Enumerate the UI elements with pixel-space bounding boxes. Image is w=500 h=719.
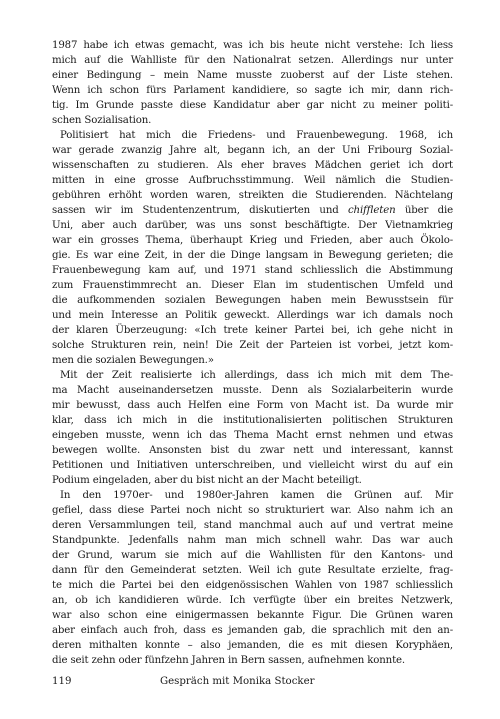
text-line: schen Sozialisation. bbox=[52, 115, 152, 126]
text-line: die seit zehn oder fünfzehn Jahren in Bern sassen, aufnehmen konnte. bbox=[52, 655, 405, 666]
text-line: an, ob ich kandidieren würde. Ich verfügte über ein breites Netzwerk, bbox=[52, 595, 453, 606]
text-line: deren Versammlungen teil, stand manchmal auch auf und vertrat meine bbox=[52, 520, 453, 531]
text-line: mir bewusst, dass auch Helfen eine Form von Macht ist. Da wurde mir bbox=[52, 400, 453, 411]
text-line: Politisiert hat mich die Friedens- und Frauenbewegung. 1968, ich bbox=[60, 130, 453, 141]
text-line: der Grund, warum sie mich auf die Wahllisten für den Kantons- und bbox=[52, 550, 453, 561]
text-line: In den 1970er- und 1980er-Jahren kamen die Grünen auf. Mir bbox=[60, 490, 453, 501]
text-line: der klaren Überzeugung: «Ich trete keiner Partei bei, ich gehe nicht in bbox=[52, 325, 453, 336]
text-line: war also schon eine einigermassen bekannte Figur. Die Grünen waren bbox=[52, 610, 453, 621]
text-line: Standpunkte. Jedenfalls nahm man mich schnell wahr. Das war auch bbox=[52, 535, 453, 546]
text-line: te mich die Partei bei den eidgenössischen Wahlen von 1987 schliesslich bbox=[52, 580, 453, 591]
text-line: mitten in eine grosse Aufbruchsstimmung. Weil nämlich die Studien- bbox=[52, 175, 453, 186]
text-line: Wenn ich schon fürs Parlament kandidiere, so sagte ich mir, dann rich- bbox=[52, 85, 453, 96]
text-line: zum Frauenstimmrecht an. Dieser Elan im studentischen Umfeld und bbox=[52, 280, 453, 291]
italic-word: chiffleten bbox=[347, 205, 396, 216]
text-line: gefiel, dass diese Partei noch nicht so strukturiert war. Also nahm ich an bbox=[52, 505, 453, 516]
text-line: deren mithalten konnte – also jemanden, die es mit diesen Koryphäen, bbox=[52, 640, 453, 651]
text-line: die aufkommenden sozialen Bewegungen haben mein Bewusstsein für bbox=[52, 295, 453, 306]
text-line: bewegen wollte. Ansonsten bist du zwar nett und interessant, kannst bbox=[52, 445, 453, 456]
text-line: Petitionen und Initiativen unterschreiben, und vielleicht wirst du auf ein bbox=[52, 460, 453, 471]
text-line: Frauenbewegung kam auf, und 1971 stand schliesslich die Abstimmung bbox=[52, 265, 453, 276]
text-line: wissenschaften zu studieren. Als eher braves Mädchen geriet ich dort bbox=[52, 160, 453, 171]
text-line: men die sozialen Bewegungen.» bbox=[52, 355, 214, 366]
text-line: 1987 habe ich etwas gemacht, was ich bis heute nicht verstehe: Ich liess bbox=[52, 40, 453, 51]
text-line: ma Macht auseinandersetzen musste. Denn als Sozialarbeiterin wurde bbox=[52, 385, 453, 396]
text-line: war gerade zwanzig Jahre alt, begann ich, an der Uni Fribourg Sozial- bbox=[52, 145, 453, 156]
text-line: aber einfach auch froh, dass es jemanden gab, die sprachlich mit den an- bbox=[52, 625, 453, 636]
text-line: Podium eingeladen, aber du bist nicht an der Macht beteiligt. bbox=[52, 475, 362, 486]
text-line: gie. Es war eine Zeit, in der die Dinge langsam in Bewegung gerieten; die bbox=[52, 250, 453, 261]
text-line: solche Strukturen rein, nein! Die Zeit der Parteien ist vorbei, jetzt kom- bbox=[52, 340, 453, 351]
text-line: dann für den Gemeinderat setzten. Weil ich gute Resultate erzielte, frag- bbox=[52, 565, 453, 576]
text-line: Uni, aber auch darüber, was uns sonst beschäftigte. Der Vietnamkrieg bbox=[52, 220, 453, 231]
text-line: klar, dass ich mich in die institutionalisierten politischen Strukturen bbox=[52, 415, 453, 426]
page-number: 119 bbox=[52, 676, 72, 687]
text-line: und mein Interesse an Politik geweckt. Allerdings war ich damals noch bbox=[52, 310, 453, 321]
body-text bbox=[52, 38, 453, 668]
text-line: tig. Im Grunde passte diese Kandidatur aber gar nicht zu meiner politi- bbox=[52, 100, 453, 111]
text-line: Mit der Zeit realisierte ich allerdings, dass ich mich mit dem The- bbox=[60, 370, 453, 381]
text-line: sassen wir im Studentenzentrum, diskutierten und chiffleten über die bbox=[52, 205, 453, 216]
text-line: eingeben musste, wenn ich das Thema Macht ernst nehmen und etwas bbox=[52, 430, 453, 441]
text-line: einer Bedingung – mein Name musste zuoberst auf der Liste stehen. bbox=[52, 70, 453, 81]
text-line: gebühren erhöht worden waren, streikten die Studierenden. Nächtelang bbox=[52, 190, 453, 201]
running-head: Gespräch mit Monika Stocker bbox=[160, 676, 315, 687]
text-line: mich auf die Wahlliste für den Nationalrat setzen. Allerdings nur unter bbox=[52, 55, 453, 66]
text-line: war ein grosses Thema, überhaupt Krieg und Frieden, aber auch Ökolo- bbox=[52, 235, 453, 246]
